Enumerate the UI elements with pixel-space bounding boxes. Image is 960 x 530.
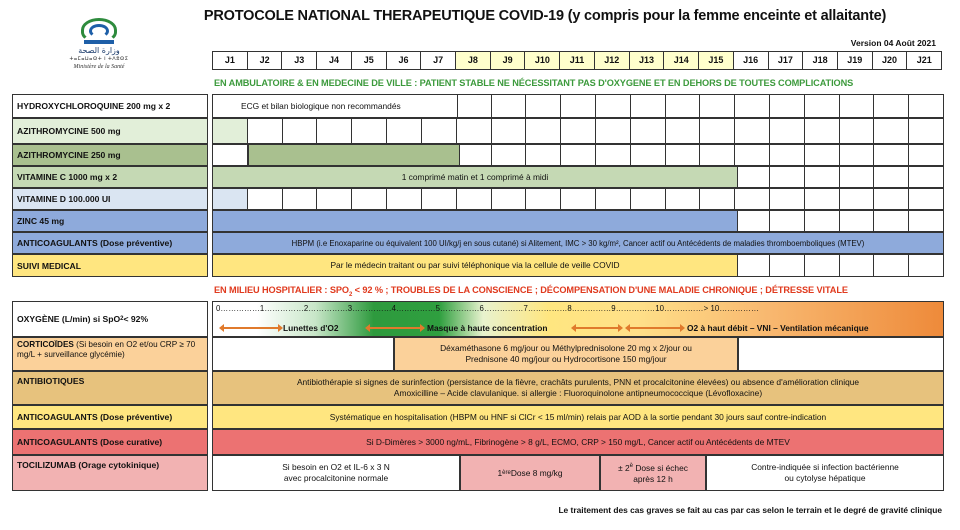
day-grid-cell — [387, 189, 422, 209]
row-azithromycine-250 — [12, 144, 944, 166]
day-grid-cell — [700, 189, 735, 209]
day-cell: J6 — [387, 52, 422, 69]
day-grid-cell — [422, 189, 457, 209]
day-grid-cell — [666, 189, 701, 209]
day-grid-cell — [840, 145, 875, 165]
day-grid-cell — [352, 189, 387, 209]
oxygen-gradient-bar — [212, 301, 944, 337]
day-grid-cell — [840, 167, 875, 187]
day-grid-cell — [840, 95, 875, 117]
day-grid-cell — [492, 189, 527, 209]
hcq-note: ECG et bilan biologique non recommandés — [212, 94, 458, 118]
day-grid-cell — [631, 95, 666, 117]
day-grid-cell — [700, 95, 735, 117]
oxygen-haut-debit-label: O2 à haut débit – VNI – Ventilation mécanique — [687, 323, 869, 333]
anticoag-prev-span: Systématique en hospitalisation (HBPM ou HNF si ClCr < 15 ml/min) relais par AOD à la sortie pendant 30 jours sauf contre-indication — [212, 405, 944, 429]
day-grid-cell — [213, 145, 248, 165]
row-anticoagulants-curative — [12, 429, 944, 455]
day-grid-cell — [596, 119, 631, 143]
day-grid-cell — [874, 211, 909, 231]
day-grid-cell — [770, 211, 805, 231]
day-grid-cell — [770, 189, 805, 209]
row-label: TOCILIZUMAB (Orage cytokinique) — [12, 455, 208, 491]
day-cell: J4 — [317, 52, 352, 69]
day-grid-cell — [561, 119, 596, 143]
day-grid-cell — [874, 255, 909, 276]
day-grid-cell — [735, 167, 770, 187]
row-label: ANTICOAGULANTS (Dose préventive) — [12, 405, 208, 429]
zinc-span — [212, 210, 738, 232]
row-label: CORTICOÏDES (Si besoin en O2 et/ou CRP ≥ 70 mg/L + surveillance glycémie) — [12, 337, 208, 371]
day-cell: J14 — [664, 52, 699, 69]
row-label: AZITHROMYCINE 250 mg — [12, 144, 208, 166]
day-grid-cell — [492, 145, 527, 165]
oxygen-masque-label: Masque à haute concentration — [427, 323, 548, 333]
day-grid-cell — [909, 189, 943, 209]
day-grid-cell — [874, 145, 909, 165]
day-grid-cell — [596, 95, 631, 117]
day-grid-cell — [805, 189, 840, 209]
azi500-day1-cell — [212, 118, 248, 144]
day-grid-cell — [909, 119, 943, 143]
day-cell: J8 — [456, 52, 491, 69]
day-grid-cell — [317, 189, 352, 209]
version-label: Version 04 Août 2021 — [850, 38, 936, 48]
day-cell: J19 — [838, 52, 873, 69]
row-label: ANTICOAGULANTS (Dose préventive) — [12, 232, 208, 254]
row-corticoides — [12, 337, 944, 371]
row-suivi-medical — [12, 254, 944, 277]
day-grid-cell — [874, 189, 909, 209]
day-cell: J18 — [803, 52, 838, 69]
day-grid-cell — [283, 189, 318, 209]
row-antibiotiques — [12, 371, 944, 405]
day-grid-cell — [874, 167, 909, 187]
day-cell: J7 — [421, 52, 456, 69]
day-grid-cell — [909, 95, 943, 117]
page-title: PROTOCOLE NATIONAL THERAPEUTIQUE COVID-19 (y compris pour la femme enceinte et allaitante) — [203, 8, 887, 24]
day-grid-cell — [526, 189, 561, 209]
row-label: SUIVI MEDICAL — [12, 254, 208, 277]
day-grid-cell — [770, 95, 805, 117]
logo-french-text: Ministère de la Santé — [73, 64, 125, 70]
day-cell: J21 — [916, 55, 932, 65]
day-grid-cell — [909, 255, 943, 276]
cortico-empty-cell — [738, 337, 944, 371]
ministry-logo — [66, 16, 132, 78]
day-grid-cell — [422, 119, 457, 143]
row-oxygene — [12, 301, 944, 337]
day-grid-cell — [840, 189, 875, 209]
day-cell: J3 — [282, 52, 317, 69]
day-grid-cell — [735, 255, 770, 276]
day-grid-cell — [457, 145, 492, 165]
day-grid-cell — [492, 119, 527, 143]
row-label: ANTIBIOTIQUES — [12, 371, 208, 405]
day-grid-cell — [735, 95, 770, 117]
day-cell: J13 — [630, 52, 665, 69]
day-grid-cell — [770, 145, 805, 165]
day-grid-cell — [457, 189, 492, 209]
day-grid-cell — [596, 189, 631, 209]
footer-note: Le traitement des cas graves se fait au cas par cas selon le terrain et le degré de gravité clinique — [558, 505, 942, 515]
day-grid-cell — [700, 119, 735, 143]
day-grid-cell — [840, 211, 875, 231]
day-grid-cell — [387, 119, 422, 143]
day-grid-cell — [735, 189, 770, 209]
day-grid-cell — [909, 167, 943, 187]
day-grid-cell — [631, 119, 666, 143]
day-grid-cell — [283, 119, 318, 143]
day-grid-cell — [317, 119, 352, 143]
row-tocilizumab — [12, 455, 944, 491]
arrow-icon — [221, 327, 281, 329]
arrow-icon — [627, 327, 683, 329]
day-cell: J17 — [769, 52, 804, 69]
logo-tifinagh-text: ⵜⴰⵎⴰⵡⴰⵙⵜ ⵏ ⵜⴷⵓⵙⵉ — [69, 56, 129, 62]
day-grid-cell — [735, 211, 770, 231]
day-grid-cell — [526, 119, 561, 143]
day-grid-cell — [631, 145, 666, 165]
logo-arabic-text: وزارة الصحة — [78, 46, 120, 55]
row-anticoagulants-ambulatoire — [12, 232, 944, 254]
arrow-icon — [367, 327, 423, 329]
row-anticoagulants-preventive — [12, 405, 944, 429]
day-grid-cell — [666, 145, 701, 165]
day-grid-cell — [631, 189, 666, 209]
oxygen-lunettes-label: Lunettes d'O2 — [283, 323, 339, 333]
section-ambulatoire-title: EN AMBULATOIRE & EN MEDECINE DE VILLE : PATIENT STABLE NE NÉCESSITANT PAS D'OXYGENE ET EN DEHORS DE TOUTES COMPLICATIONS — [214, 78, 854, 88]
day-grid-cell — [526, 95, 561, 117]
tocili-condition-cell: Si besoin en O2 et IL-6 x 3 N avec procalcitonine normale — [212, 455, 460, 491]
day-grid-cell — [770, 255, 805, 276]
day-grid-cell — [805, 167, 840, 187]
oxygen-scale: 0……………1……………2……………3……………4……………5……………6……………7……………8……………9……………10……………> 10…………… — [216, 304, 759, 313]
day-grid-cell — [770, 119, 805, 143]
day-grid-cell — [770, 167, 805, 187]
cortico-empty-cell — [212, 337, 394, 371]
row-label: HYDROXYCHLOROQUINE 200 mg x 2 — [12, 94, 208, 118]
day-grid-cell — [805, 119, 840, 143]
day-grid-cell — [874, 95, 909, 117]
day-cell: J9 — [491, 52, 526, 69]
antibio-span: Antibiothérapie si signes de surinfection (persistance de la fièvre, crachâts purulents, PNN et procalcitonine élevées) ou absence d'amélioration clinique Amoxicilline – Acide clavulanique. si allergie : Fluoroquinolone antipneumococcique (Lévofloxacine) — [212, 371, 944, 405]
row-label: VITAMINE D 100.000 UI — [12, 188, 208, 210]
day-grid-cell — [561, 189, 596, 209]
day-grid-cell — [457, 119, 492, 143]
tocili-contre-cell: Contre-indiquée si infection bactérienne ou cytolyse hépatique — [706, 455, 944, 491]
day-grid-cell — [561, 145, 596, 165]
day-grid-cell — [561, 95, 596, 117]
day-cell: J15 — [699, 52, 734, 69]
day-grid-cell — [909, 211, 943, 231]
day-cell: J1 — [213, 52, 248, 69]
day-grid-cell — [805, 211, 840, 231]
day-grid-cell — [596, 145, 631, 165]
day-grid-cell — [840, 255, 875, 276]
day-grid-cell — [700, 145, 735, 165]
day-cell: J20 — [873, 52, 908, 69]
day-cell: J12 — [595, 52, 630, 69]
day-grid-cell — [492, 95, 527, 117]
anticoag-cur-span: Si D-Dimères > 3000 ng/mL, Fibrinogène > 8 g/L, ECMO, CRP > 150 mg/L, Cancer actif ou Antécédents de MTEV — [212, 429, 944, 455]
day-cell: J10 — [525, 52, 560, 69]
row-hydroxychloroquine — [12, 94, 944, 118]
day-grid-cell — [666, 119, 701, 143]
vitc-span: 1 comprimé matin et 1 comprimé à midi — [212, 166, 738, 188]
row-zinc — [12, 210, 944, 232]
arrow-icon — [573, 327, 621, 329]
day-header — [212, 51, 942, 70]
row-label: VITAMINE C 1000 mg x 2 — [12, 166, 208, 188]
ministry-emblem-icon — [76, 16, 122, 46]
section-hospitalier-title: EN MILIEU HOSPITALIER : $SPO_2 < 92$ % ; TROUBLES DE LA CONSCIENCE ; DÉCOMPENSATION D'UNE MALADIE CHRONIQUE ; DÉTRESSE VITALE — [214, 285, 848, 298]
day-grid-cell — [805, 255, 840, 276]
day-grid-cell — [457, 95, 492, 117]
day-cell: J11 — [560, 52, 595, 69]
day-grid-cell — [805, 145, 840, 165]
anticoag-amb-span: HBPM (i.e Enoxaparine ou équivalent 100 UI/kg/j en sous cutané) si Alitement, IMC > 30 kg/m², Cancer actif ou Antécédents de maladies thromboemboliques (MTEV) — [212, 232, 944, 254]
day-grid-cell — [909, 145, 943, 165]
day-grid-cell — [248, 119, 283, 143]
day-grid-cell — [805, 95, 840, 117]
row-vitamine-c — [12, 166, 944, 188]
day-cell: J5 — [352, 52, 387, 69]
day-cell: J16 — [734, 52, 769, 69]
tocili-dose2-cell: ± $2^è$ Dose si échec après 12 h — [600, 455, 706, 491]
day-grid-cell — [666, 95, 701, 117]
day-grid-cell — [840, 119, 875, 143]
day-grid-cell — [874, 119, 909, 143]
suivi-span: Par le médecin traitant ou par suivi téléphonique via la cellule de veille COVID — [212, 254, 738, 277]
day-grid-cell — [352, 119, 387, 143]
tocili-dose1-cell: 1 ère Dose 8 mg/kg — [460, 455, 600, 491]
azi250-days2-7-cell — [248, 144, 460, 166]
day-grid-cell — [735, 145, 770, 165]
row-label: AZITHROMYCINE 500 mg — [12, 118, 208, 144]
row-azithromycine-500 — [12, 118, 944, 144]
row-label: OXYGÈNE (L/min) si SpO 2 < 92% — [12, 301, 208, 337]
day-cell: J2 — [248, 52, 283, 69]
row-vitamine-d — [12, 188, 944, 210]
day-grid-cell — [735, 119, 770, 143]
row-label: ZINC 45 mg — [12, 210, 208, 232]
cortico-span: Déxaméthasone 6 mg/jour ou Méthylprednisolone 20 mg x 2/jour ou Prednisone 40 mg/jour ou Hydrocortisone 150 mg/jour — [394, 337, 738, 371]
day-grid-cell — [526, 145, 561, 165]
day-grid-cell — [248, 189, 283, 209]
row-label: ANTICOAGULANTS (Dose curative) — [12, 429, 208, 455]
vitd-day1-cell — [212, 188, 248, 210]
